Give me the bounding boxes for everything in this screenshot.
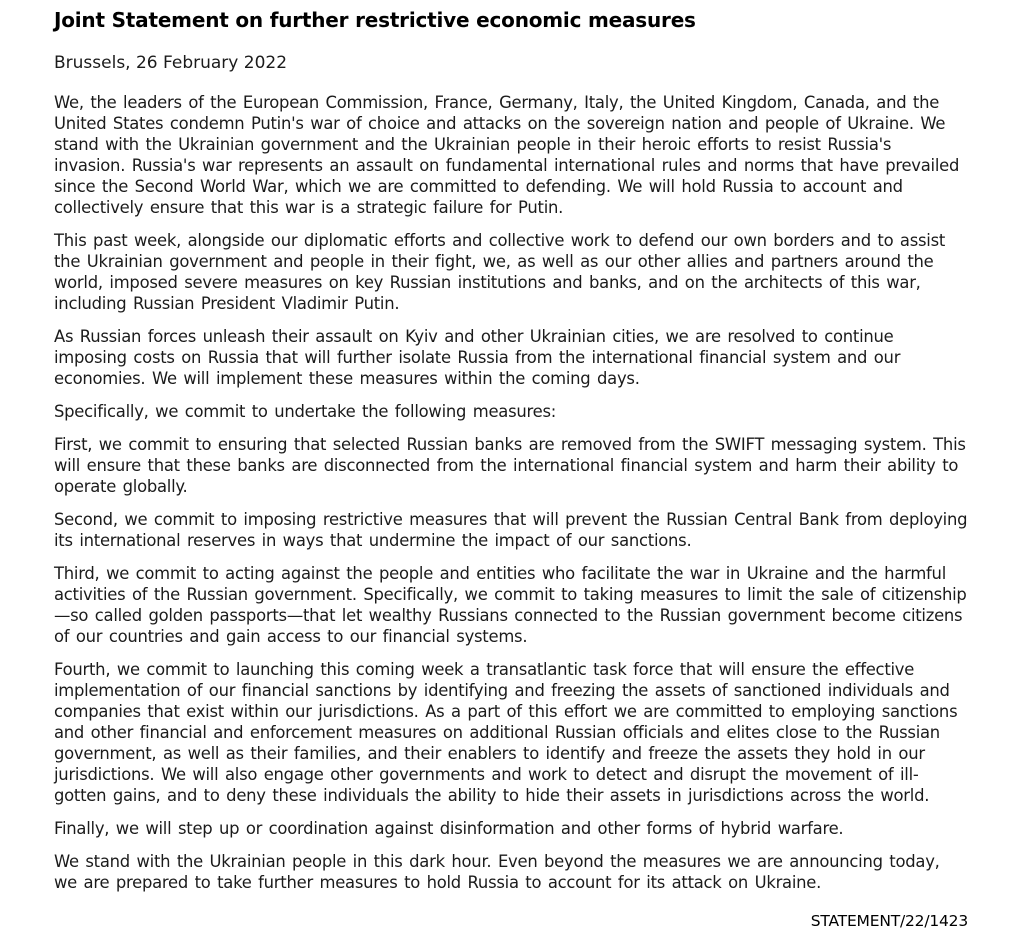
paragraph-past-week: This past week, alongside our diplomatic efforts and collective work to defend our own borders and to assist the Ukrainian government and people in their fight, we, as well as our other allies and partners around the world, imposed severe measures on key Russian institutions and banks, and on the architects of this war, including Russian President Vladimir Putin. xyxy=(54,231,946,313)
paragraph-closing: We stand with the Ukrainian people in this dark hour. Even beyond the measures we are announcing today, we are prepared to take further measures to hold Russia to account for its attack on Ukraine. xyxy=(54,852,940,892)
paragraph-measures-lead: Specifically, we commit to undertake the following measures: xyxy=(54,402,557,421)
paragraph-first-measure: First, we commit to ensuring that selected Russian banks are removed from the SWIFT messaging system. This will ensure that these banks are disconnected from the international financial system and harm their ability to operate globally. xyxy=(54,435,966,496)
paragraph-second-measure: Second, we commit to imposing restrictive measures that will prevent the Russian Central Bank from deploying its international reserves in ways that undermine the impact of our sanctions. xyxy=(54,510,968,550)
paragraph-finally: Finally, we will step up or coordination against disinformation and other forms of hybrid warfare. xyxy=(54,819,844,838)
dateline: Brussels, 26 February 2022 xyxy=(54,53,288,73)
paragraph-resolve: As Russian forces unleash their assault on Kyiv and other Ukrainian cities, we are resolved to continue imposing costs on Russia that will further isolate Russia from the international financial system and our economies. We will implement these measures within the coming days. xyxy=(54,327,901,388)
paragraph-third-measure: Third, we commit to acting against the people and entities who facilitate the war in Ukraine and the harmful activities of the Russian government. Specifically, we commit to taking measures to limit the sale of citizenship—so called golden passports—that let wealthy Russians connected to the Russian government become citizens of our countries and gain access to our financial systems. xyxy=(54,564,967,646)
document-title: Joint Statement on further restrictive economic measures xyxy=(54,8,696,32)
paragraph-intro: We, the leaders of the European Commission, France, Germany, Italy, the United Kingdom, Canada, and the United States condemn Putin's war of choice and attacks on the sovereign nation and people of Ukraine. We stand with the Ukrainian government and the Ukrainian people in their heroic efforts to resist Russia's invasion. Russia's war represents an assault on fundamental international rules and norms that have prevailed since the Second World War, which we are committed to defending. We will hold Russia to account and collectively ensure that this war is a strategic failure for Putin. xyxy=(54,93,960,217)
statement-reference: STATEMENT/22/1423 xyxy=(810,912,968,930)
document xyxy=(54,8,968,905)
paragraph-fourth-measure: Fourth, we commit to launching this coming week a transatlantic task force that will ensure the effective implementation of our financial sanctions by identifying and freezing the assets of sanctioned individuals and companies that exist within our jurisdictions. As a part of this effort we are committed to employing sanctions and other financial and enforcement measures on additional Russian officials and elites close to the Russian government, as well as their families, and their enablers to identify and freeze the assets they hold in our jurisdictions. We will also engage other governments and work to detect and disrupt the movement of ill-gotten gains, and to deny these individuals the ability to hide their assets in jurisdictions across the world. xyxy=(54,660,958,805)
